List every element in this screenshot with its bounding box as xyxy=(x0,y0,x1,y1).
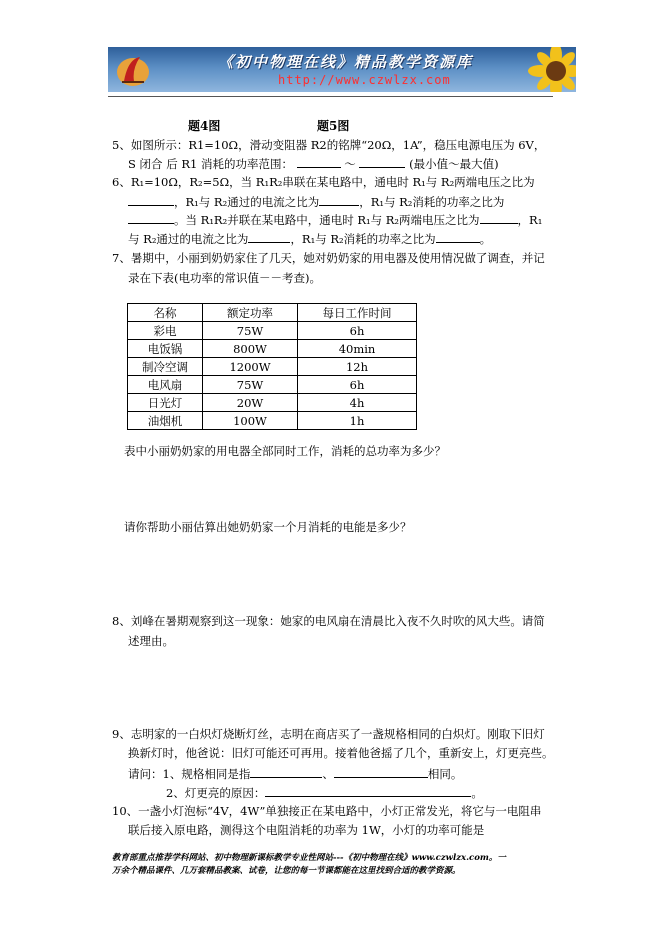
page-footer xyxy=(112,852,552,878)
table-row xyxy=(128,376,417,394)
table-cell: 1200W xyxy=(203,358,298,376)
q6-line-4 xyxy=(128,230,491,247)
q8-line-1: 8、刘峰在暑期观察到这一现象：她家的电风扇在清晨比入夜不久时吹的风大些。请简 xyxy=(112,614,545,628)
q5-text-c: (最小值～最大值) xyxy=(409,157,499,171)
q9-text-3a: 请问：1、规格相同是指 xyxy=(128,767,251,781)
table-cell: 75W xyxy=(203,376,298,394)
table-cell: 1h xyxy=(298,412,417,430)
table-cell: 彩电 xyxy=(128,322,203,340)
table-row xyxy=(128,358,417,376)
table-cell: 电风扇 xyxy=(128,376,203,394)
q9-blank-1[interactable] xyxy=(250,765,322,778)
q5-text-b: ～ xyxy=(344,157,356,171)
q9-line-3 xyxy=(128,765,462,782)
site-logo-icon xyxy=(114,51,152,89)
table-cell: 6h xyxy=(298,322,417,340)
q7-sub-question-1: 表中小丽奶奶家的用电器全部同时工作，消耗的总功率为多少？ xyxy=(124,444,446,458)
table-cell: 制冷空调 xyxy=(128,358,203,376)
table-cell: 日光灯 xyxy=(128,394,203,412)
table-cell: 100W xyxy=(203,412,298,430)
table-cell: 12h xyxy=(298,358,417,376)
table-cell: 800W xyxy=(203,340,298,358)
table-header: 每日工作时间 xyxy=(298,304,417,322)
q6-text-4c: 。 xyxy=(479,232,492,246)
table-header-row xyxy=(128,304,417,322)
q9-text-3c: 相同。 xyxy=(427,767,463,781)
q8-line-2: 述理由。 xyxy=(128,634,174,648)
q7-sub-question-2: 请你帮助小丽估算出她奶奶家一个月消耗的电能是多少？ xyxy=(124,520,412,534)
table-row xyxy=(128,322,417,340)
table-cell: 75W xyxy=(203,322,298,340)
table-cell: 油烟机 xyxy=(128,412,203,430)
sunflower-icon xyxy=(516,47,576,92)
table-cell: 4h xyxy=(298,394,417,412)
table-cell: 6h xyxy=(298,376,417,394)
q9-text-4b: 。 xyxy=(471,786,483,800)
table-header: 额定功率 xyxy=(203,304,298,322)
q9-blank-3[interactable] xyxy=(265,784,471,797)
header-divider xyxy=(108,96,553,97)
q7-line-1: 7、暑期中，小丽到奶奶家住了几天，她对奶奶家的用电器及使用情况做了调查，并记 xyxy=(112,251,545,265)
table-cell: 电饭锅 xyxy=(128,340,203,358)
q6-blank-2[interactable] xyxy=(319,193,359,206)
q9-line-4 xyxy=(166,784,483,801)
q9-blank-2[interactable] xyxy=(334,765,428,778)
q5-text-a: S 闭合 后 R1 消耗的功率范围： xyxy=(128,157,293,171)
q6-blank-5[interactable] xyxy=(248,230,290,243)
q6-line-2 xyxy=(128,193,504,210)
q6-text-4b: ，R₁与 R₂消耗的功率之比为 xyxy=(290,232,436,246)
q7-line-2: 录在下表(电功率的常识值－－考查)。 xyxy=(128,271,321,285)
q9-line-1: 9、志明家的一白炽灯烧断灯丝，志明在商店买了一盏规格相同的白炽灯。刚取下旧灯 xyxy=(112,727,545,741)
q6-text-2a: ，R₁与 R₂通过的电流之比为 xyxy=(174,195,320,209)
q9-line-2: 换新灯时，他爸说：旧灯可能还可再用。接着他爸摇了几个，重新安上，灯更亮些。 xyxy=(128,746,554,760)
q6-text-3a: 。当 R₁R₂并联在某电路中，通电时 R₁与 R₂两端电压之比为 xyxy=(174,213,480,227)
table-header: 名称 xyxy=(128,304,203,322)
table-row xyxy=(128,340,417,358)
q6-text-4a: 与 R₂通过的电流之比为 xyxy=(128,232,249,246)
banner-title: 《初中物理在线》精品教学资源库 xyxy=(218,53,474,71)
q5-line-1: 5、如图所示：R1=10Ω，滑动变阻器 R2的铭牌“20Ω，1A”，稳压电源电压为 6V， xyxy=(112,138,546,152)
q9-text-4a: 2、灯更亮的原因： xyxy=(166,786,266,800)
table-cell: 20W xyxy=(203,394,298,412)
table-cell: 40min xyxy=(298,340,417,358)
q6-blank-6[interactable] xyxy=(436,230,480,243)
footer-line-2: 万余个精品课件、几万套精品教案、试卷，让您的每一节课都能在这里找到合适的教学资源。 xyxy=(112,866,461,876)
q5-blank-min[interactable] xyxy=(297,155,341,168)
q10-line-1: 10、一盏小灯泡标“4V，4W”单独接正在某电路中，小灯正常发光，将它与一电阻串 xyxy=(112,804,542,818)
q6-blank-1[interactable] xyxy=(128,193,174,206)
q6-blank-3[interactable] xyxy=(128,211,174,224)
q6-line-3 xyxy=(128,211,542,228)
table-row xyxy=(128,394,417,412)
q6-text-2b: ，R₁与 R₂消耗的功率之比为 xyxy=(359,195,505,209)
q6-blank-4[interactable] xyxy=(480,211,518,224)
figure-5-label: 题5图 xyxy=(317,119,350,133)
header-banner xyxy=(108,47,576,92)
banner-url[interactable]: http://www.czwlzx.com xyxy=(278,73,451,87)
q6-line-1: 6、R₁=10Ω，R₂=5Ω，当 R₁R₂串联在某电路中，通电时 R₁与 R₂两端电压之比为 xyxy=(112,175,535,189)
figure-4-label: 题4图 xyxy=(188,119,221,133)
q5-blank-max[interactable] xyxy=(359,155,405,168)
footer-line-1: 教育部重点推荐学科网站、初中物理新课标教学专业性网站---《初中物理在线》www.czwlzx.com。一 xyxy=(112,853,506,863)
appliance-table xyxy=(127,303,417,430)
q10-line-2: 联后接入原电路，测得这个电阻消耗的功率为 1W，小灯的功率可能是 xyxy=(128,823,485,837)
q5-line-2 xyxy=(128,155,499,172)
table-row xyxy=(128,412,417,430)
q9-text-3b: 、 xyxy=(322,767,334,781)
q6-text-3b: ，R₁ xyxy=(517,213,543,227)
